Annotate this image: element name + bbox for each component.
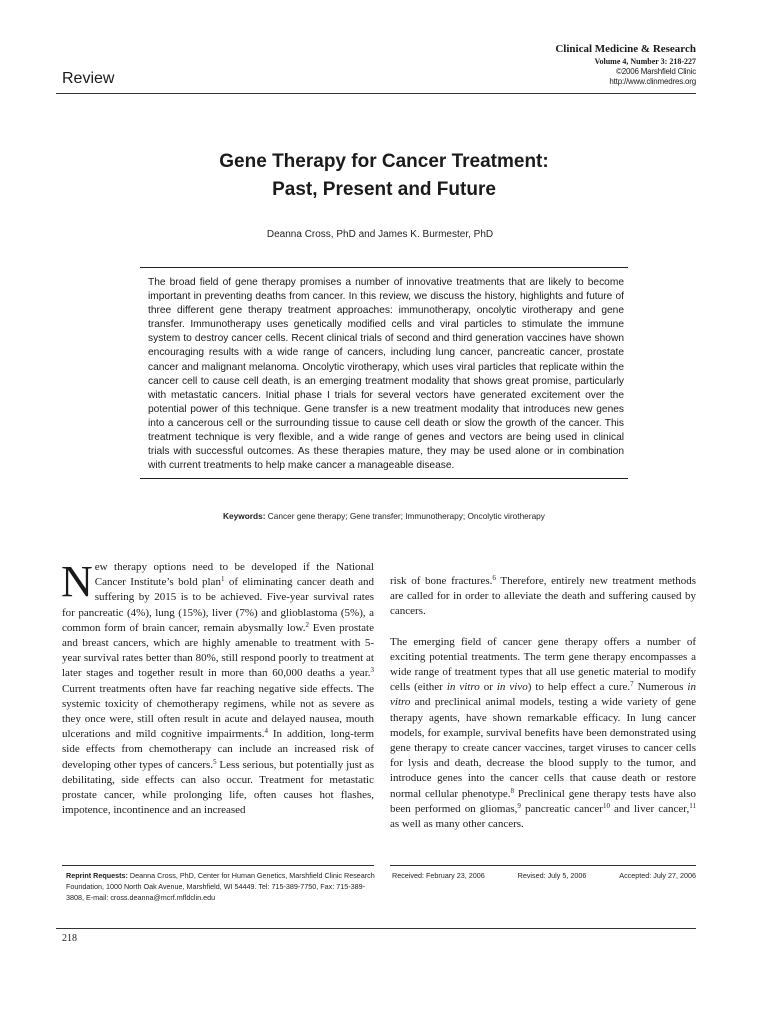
section-label: Review <box>62 70 115 87</box>
body-paragraph-3: The emerging field of cancer gene therapy offers a number of exciting potential treatments. The term gene therapy encompasses a wide range of treatment types that all use genetic material to modify cells (either in vitro or in vivo) to help effect a cure.$^7$ Numerous in vitro and preclinical animal models, testing a wide variety of gene therapy agents, have shown remarkable efficacy. In lung cancer models, for example, survival benefits have been demonstrated using gene therapy to create cancer vaccines, target viruses to cancer cells for lysis and death, decrease the blood supply to the tumor, and introduce genes into the cancer cells that cause death or restore normal cellular phenotype.$^8$ Preclinical gene therapy tests have also been performed on gliomas,$^9$ pancreatic cancer$^{10}$ and liver cancer,$^{11}$ as well as many other cancers. <box>390 635 696 831</box>
footer-divider-right <box>390 865 696 866</box>
reference-superscript: 8 <box>510 786 514 795</box>
body-paragraph-1 <box>61 557 375 818</box>
reference-superscript: 5 <box>213 757 217 766</box>
abstract-box <box>140 267 628 479</box>
reference-superscript: 4 <box>264 727 269 736</box>
italic-term: in vitro <box>390 681 696 709</box>
reference-superscript: 3 <box>370 666 374 675</box>
page-divider <box>56 928 696 929</box>
reference-superscript: 6 <box>492 574 496 582</box>
reprint-label: Reprint Requests: <box>66 871 128 880</box>
keywords-label: Keywords: <box>223 511 266 521</box>
title-line-2: Past, Present and Future <box>272 179 496 200</box>
left-col-text: ew therapy options need to be developed if the National Cancer Institute’s bold plan$^1$ of eliminating cancer death and suffering by 2015 is to be achieved. Five-year survival rates for pancreatic (4%), lung (15%), liver (7%) and glioblastoma (5%), a common form of brain cancer, remain abysmally low.$^2$ Even prostate and breast cancers, which are highly amenable to treatment with 5-year survival rates better than 80%, still respond poorly to treatment at later stages and together result in more than 60,000 deaths a year.$^3$ Current treatments often have far reaching negative side effects. The systemic toxicity of chemotherapy regimens, while not as severe as they once were, still often result in acute and delayed nausea, mouth ulcerations and mild cognitive impairments.$^4$ In addition, long-term side effects from chemotherapy can include an increased risk of developing other types of cancers.$^5$ Less serious, but potentially just as debilitating, side effects can also occur. Treatment for metastatic prostate cancer, while prolonging life, often causes hot flashes, impotence, incontinence and an increased <box>62 561 375 817</box>
footer-divider-left <box>62 865 374 866</box>
reprint-text: Deanna Cross, PhD, Center for Human Genetics, Marshfield Clinic Research Foundation, 1000 North Oak Avenue, Marshfield, WI 54449. Tel: 715-389-7750, Fax: 715-389-3808, E-mail: cross.deanna@mcrf.mfldclin.edu <box>66 871 375 902</box>
journal-volume: Volume 4, Number 3: 218-227 <box>594 57 696 66</box>
title-line-1: Gene Therapy for Cancer Treatment: <box>219 151 549 172</box>
reference-superscript: 7 <box>630 680 634 689</box>
reference-superscript: 11 <box>689 801 696 810</box>
body-paragraph-2: risk of bone fractures.$^6$ Therefore, entirely new treatment methods are called for in order to alleviate the death and suffering caused by cancers. <box>390 574 697 618</box>
article-title <box>0 148 768 204</box>
reference-superscript: 10 <box>602 801 610 810</box>
body-right-column <box>390 574 696 832</box>
drop-cap: N <box>61 557 93 606</box>
revised-date: Revised: July 5, 2006 <box>517 871 587 880</box>
journal-header <box>555 42 696 87</box>
journal-copyright: ©2006 Marshfield Clinic <box>616 67 696 76</box>
accepted-date: Accepted: July 27, 2006 <box>619 871 696 880</box>
reference-superscript: 2 <box>305 620 309 629</box>
italic-term: in vitro <box>446 681 480 694</box>
authors: Deanna Cross, PhD and James K. Burmester, PhD <box>266 229 494 240</box>
body-left-column <box>61 557 375 818</box>
received-date: Received: February 23, 2006 <box>392 871 485 880</box>
reprint-requests <box>66 870 378 903</box>
reference-superscript: 1 <box>220 575 225 584</box>
journal-url[interactable]: http://www.clinmedres.org <box>609 77 696 86</box>
article-dates <box>392 871 696 880</box>
keywords-list: Cancer gene therapy; Gene transfer; Immunotherapy; Oncolytic virotherapy <box>267 511 545 521</box>
italic-term: in vivo <box>496 681 528 694</box>
reference-superscript: 9 <box>517 801 521 810</box>
header-divider <box>56 93 696 94</box>
journal-name: Clinical Medicine & Research <box>555 43 696 55</box>
abstract-text: The broad field of gene therapy promises a number of innovative treatments that are likely to become important in preventing deaths from cancer. In this review, we discuss the history, highlights and future of three different gene therapy treatment approaches: immunotherapy, oncolytic virotherapy and gene transfer. Immunotherapy uses genetically modified cells and viral particles to stimulate the immune system to destroy cancer cells. Recent clinical trials of second and third generation vaccines have shown encouraging results with a wide range of cancers, including lung cancer, pancreatic cancer, prostate cancer and malignant melanoma. Oncolytic virotherapy, which uses viral particles that replicate within the cancer cell to cause cell death, is an emerging treatment modality that shows great promise, particularly with metastatic cancers. Initial phase I trials for several vectors have generated excitement over the potential power of this technique. Gene transfer is a new treatment modality that introduces new genes into a cancerous cell or the surrounding tissue to cause cell death or slow the growth of the cancer. This treatment technique is very flexible, and a wide range of genes and vectors are being used in clinical trials with successful outcomes. As these therapies mature, they may be used alone or in combination with current treatments to help make cancer a manageable disease. <box>148 277 624 472</box>
keywords <box>0 511 768 521</box>
page-number: 218 <box>62 933 77 944</box>
